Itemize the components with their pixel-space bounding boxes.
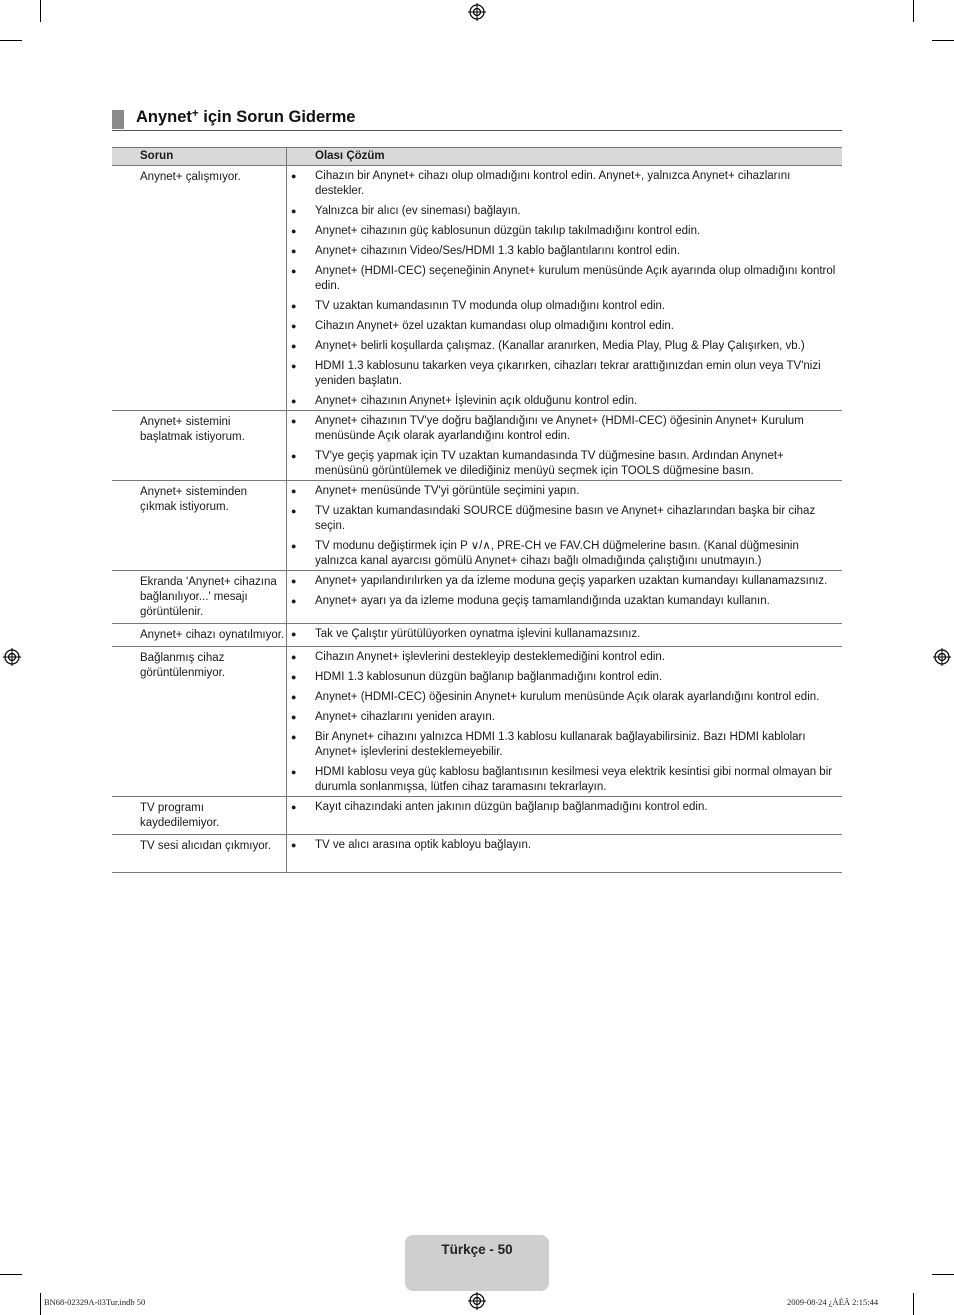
troubleshooting-table — [112, 147, 842, 873]
solution-item: ● HDMI 1.3 kablosunu takarken veya çıkarırken, cihazları tekrar arattığınızdan emin olun veya TV'nizi yeniden başlatın. — [287, 359, 838, 389]
registration-mark-icon — [468, 3, 486, 21]
solution-item: ● Anynet+ cihazının TV'ye doğru bağlandığını ve Anynet+ (HDMI-CEC) öğesinin Anynet+ Kurulum menüsünde Açık olarak ayarlandığını kontrol edin. — [287, 414, 838, 444]
solution-item: ● Anynet+ cihazının Video/Ses/HDMI 1.3 kablo bağlantılarını kontrol edin. — [287, 244, 838, 259]
solution-list — [287, 627, 838, 642]
solution-item: ● Anynet+ menüsünde TV'yi görüntüle seçimini yapın. — [287, 484, 838, 499]
solution-item: ● Anynet+ yapılandırılırken ya da izleme moduna geçiş yaparken uzaktan kumandayı kullanamazsınız. — [287, 574, 838, 589]
registration-mark-icon — [3, 648, 21, 666]
page-number: Türkçe - 50 — [441, 1242, 513, 1257]
table-row — [112, 411, 842, 481]
solution-item: ● TV uzaktan kumandasının TV modunda olup olmadığını kontrol edin. — [287, 299, 838, 314]
file-info: BN68-02329A-03Tur.indb 50 — [44, 1297, 146, 1307]
solution-list — [287, 484, 838, 569]
table-row — [112, 166, 842, 411]
solution-item: ● Tak ve Çalıştır yürütülüyorken oynatma işlevini kullanamazsınız. — [287, 627, 838, 642]
crop-mark — [932, 40, 954, 41]
problem-cell: Anynet+ sistemini başlatmak istiyorum. — [112, 411, 287, 481]
crop-mark — [40, 1293, 41, 1315]
solution-item: ● Yalnızca bir alıcı (ev sineması) bağlayın. — [287, 204, 838, 219]
registration-mark-icon — [933, 648, 951, 666]
problem-cell: Ekranda 'Anynet+ cihazına bağlanılıyor...' mesajı görüntülenir. — [112, 571, 287, 624]
solution-cell — [287, 571, 843, 624]
solution-list — [287, 650, 838, 795]
solution-list — [287, 574, 838, 609]
crop-mark — [0, 40, 22, 41]
solution-item: ● TV uzaktan kumandasındaki SOURCE düğmesine basın ve Anynet+ cihazlarından başka bir cihaz seçin. — [287, 504, 838, 534]
column-header-problem: Sorun — [112, 148, 287, 166]
solution-item: ● HDMI kablosu veya güç kablosu bağlantısının kesilmesi veya elektrik kesintisi gibi normal olmayan bir durumla sonlanmışsa, lütfen cihaz taramasını tekrarlayın. — [287, 765, 838, 795]
solution-cell — [287, 647, 843, 797]
date-info: 2009-08-24 ¿ÀÈÄ 2:15:44 — [787, 1297, 879, 1307]
solution-item: ● HDMI 1.3 kablosunun düzgün bağlanıp bağlanmadığını kontrol edin. — [287, 670, 838, 685]
solution-item: ● Anynet+ (HDMI-CEC) seçeneğinin Anynet+ kurulum menüsünde Açık ayarında olup olmadığını kontrol edin. — [287, 264, 838, 294]
registration-mark-icon — [468, 1292, 486, 1310]
problem-cell: Bağlanmış cihaz görüntülenmiyor. — [112, 647, 287, 797]
column-header-solution: Olası Çözüm — [287, 148, 843, 166]
heading-bar — [112, 110, 124, 129]
solution-item: ● Anynet+ belirli koşullarda çalışmaz. (Kanallar aranırken, Media Play, Plug & Play Çalışırken, vb.) — [287, 339, 838, 354]
solution-item: ● Cihazın bir Anynet+ cihazı olup olmadığını kontrol edin. Anynet+, yalnızca Anynet+ cihazlarını destekler. — [287, 169, 838, 199]
solution-list — [287, 800, 838, 815]
page-title: Anynet+ için Sorun Giderme — [136, 107, 356, 126]
solution-cell — [287, 166, 843, 411]
crop-mark — [932, 1274, 954, 1275]
problem-cell: Anynet+ çalışmıyor. — [112, 166, 287, 411]
crop-mark — [40, 0, 41, 22]
table-row — [112, 624, 842, 647]
table-row — [112, 797, 842, 835]
solution-item: ● Anynet+ cihazının Anynet+ İşlevinin açık olduğunu kontrol edin. — [287, 394, 838, 409]
solution-item: ● TV modunu değiştirmek için P ∨/∧, PRE-CH ve FAV.CH düğmelerine basın. (Kanal düğmesinin yalnızca kanal ayarcısı gömülü Anynet+ cihazı bağlı olmadığında çalıştığını unutmayın.) — [287, 539, 838, 569]
solution-item: ● Anynet+ cihazının güç kablosunun düzgün takılıp takılmadığını kontrol edin. — [287, 224, 838, 239]
crop-mark — [913, 0, 914, 22]
solution-cell — [287, 481, 843, 571]
table-header-row — [112, 148, 842, 166]
solution-item: ● Cihazın Anynet+ özel uzaktan kumandası olup olmadığını kontrol edin. — [287, 319, 838, 334]
crop-mark — [0, 1274, 22, 1275]
solution-cell — [287, 624, 843, 647]
page-number-tab — [405, 1235, 549, 1291]
solution-cell — [287, 835, 843, 873]
table-row — [112, 835, 842, 873]
problem-cell: Anynet+ cihazı oynatılmıyor. — [112, 624, 287, 647]
solution-item: ● Anynet+ (HDMI-CEC) öğesinin Anynet+ kurulum menüsünde Açık olarak ayarlandığını kontrol edin. — [287, 690, 838, 705]
solution-item: ● Bir Anynet+ cihazını yalnızca HDMI 1.3 kablosu kullanarak bağlayabilirsiniz. Bazı HDMI kabloları Anynet+ işlevlerini desteklemeyebilir. — [287, 730, 838, 760]
solution-item: ● Kayıt cihazındaki anten jakının düzgün bağlanıp bağlanmadığını kontrol edin. — [287, 800, 838, 815]
solution-cell — [287, 411, 843, 481]
problem-cell: TV sesi alıcıdan çıkmıyor. — [112, 835, 287, 873]
table-row — [112, 481, 842, 571]
solution-item: ● Cihazın Anynet+ işlevlerini destekleyip desteklemediğini kontrol edin. — [287, 650, 838, 665]
solution-list — [287, 838, 838, 853]
problem-cell: TV programı kaydedilemiyor. — [112, 797, 287, 835]
solution-item: ● TV'ye geçiş yapmak için TV uzaktan kumandasında TV düğmesine basın. Ardından Anynet+ menüsünü görüntülemek ve dilediğiniz menüyü seçmek için TOOLS düğmesine basın. — [287, 449, 838, 479]
solution-list — [287, 414, 838, 479]
crop-mark — [913, 1293, 914, 1315]
table-row — [112, 647, 842, 797]
solution-item: ● Anynet+ ayarı ya da izleme moduna geçiş tamamlandığında uzaktan kumandayı kullanın. — [287, 594, 838, 609]
solution-cell — [287, 797, 843, 835]
solution-item: ● TV ve alıcı arasına optik kabloyu bağlayın. — [287, 838, 838, 853]
problem-cell: Anynet+ sisteminden çıkmak istiyorum. — [112, 481, 287, 571]
solution-item: ● Anynet+ cihazlarını yeniden arayın. — [287, 710, 838, 725]
section-heading — [112, 108, 842, 131]
table-row — [112, 571, 842, 624]
solution-list — [287, 169, 838, 409]
